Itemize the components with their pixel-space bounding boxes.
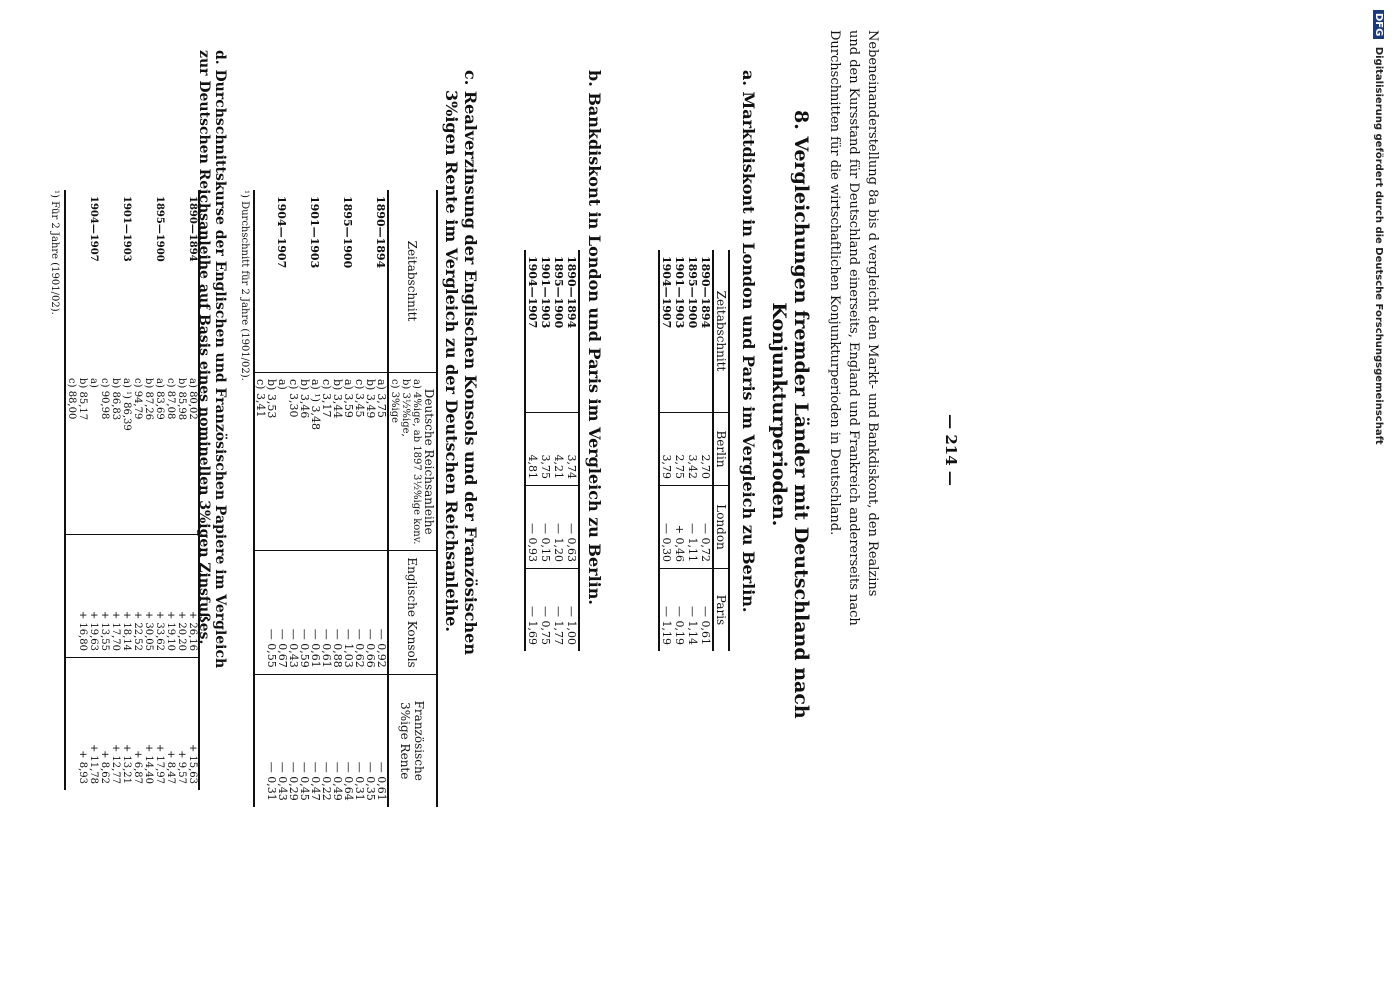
header-berlin: Berlin xyxy=(713,413,729,486)
table-row xyxy=(99,190,132,790)
abc: c) xyxy=(99,378,110,388)
abc: a) xyxy=(154,378,165,388)
abc: b) xyxy=(298,379,311,391)
val: 86,39 xyxy=(121,402,132,431)
val: 3,59 xyxy=(342,393,355,418)
val: + 19,63 xyxy=(88,610,99,651)
header-paris: Paris xyxy=(713,569,729,652)
cell: 1901—1903 xyxy=(308,196,321,269)
val: — 0,55 xyxy=(265,628,278,668)
cell: 1895—1900 xyxy=(154,196,165,262)
table-row xyxy=(525,250,539,651)
val: — 0,62 xyxy=(353,628,366,668)
val: 3,17 xyxy=(320,392,333,418)
val: + 30,05 xyxy=(143,610,154,651)
cell: — 1,11 xyxy=(686,486,699,569)
cell xyxy=(254,551,288,674)
cell xyxy=(99,372,132,535)
cell: 1904—1907 xyxy=(275,196,288,269)
val: + 6,87 xyxy=(132,750,143,784)
val: — 0,66 xyxy=(364,628,377,668)
val: — 0,47 xyxy=(309,761,322,801)
table-row xyxy=(673,250,686,651)
val: — 0,88 xyxy=(331,628,344,668)
val: — 0,31 xyxy=(353,761,366,801)
val: 3,30 xyxy=(287,392,300,418)
cell xyxy=(254,674,288,807)
val: + 8,47 xyxy=(165,750,176,784)
val: — 0,61 xyxy=(320,628,333,668)
abc: c) xyxy=(254,379,267,390)
cell xyxy=(99,658,132,791)
credit-text: Digitalisierung gefördert durch die Deutsche Forschungsgemeinschaft xyxy=(1373,46,1384,445)
val: + 33,62 xyxy=(154,610,165,651)
intro-line: Nebeneinanderstellung 8a bis d vergleicht den Markt- und Bankdiskont, den Realzins xyxy=(865,30,880,597)
val: — 0,35 xyxy=(364,761,377,801)
cell xyxy=(354,674,388,807)
val: + 12,77 xyxy=(110,743,121,784)
cell: 1895—1900 xyxy=(341,196,354,269)
cell: 2,75 xyxy=(673,413,686,486)
cell xyxy=(165,658,199,791)
header-german-note: b) 3½%ige, xyxy=(400,379,411,437)
table-d xyxy=(49,10,200,890)
header-german-note: a) 4%ige, ab 1897 3½%ige konv. xyxy=(411,379,422,545)
val: — 0,43 xyxy=(287,628,300,668)
cell: 4,81 xyxy=(525,413,539,486)
table-row xyxy=(659,250,673,651)
val: — 0,64 xyxy=(342,761,355,801)
table-a-title: a. Marktdiskont in London und Paris im Vergleich zu Berlin. xyxy=(739,70,758,613)
cell: 1904—1907 xyxy=(660,256,673,329)
cell xyxy=(288,674,321,807)
table-c xyxy=(253,190,438,807)
abc: b) xyxy=(364,379,377,391)
abc: c) xyxy=(165,378,176,388)
cell: 1901—1903 xyxy=(539,256,552,329)
cell xyxy=(99,535,132,658)
cell: 1904—1907 xyxy=(526,256,539,329)
val: 3,45 xyxy=(353,392,366,418)
val: + 17,70 xyxy=(110,610,121,651)
val: 3,46 xyxy=(298,393,311,419)
cell xyxy=(132,372,165,535)
val: — 0,59 xyxy=(298,628,311,668)
cell xyxy=(65,535,99,658)
header-german-note: c) 3%ige xyxy=(389,379,400,424)
cell: — 0,63 xyxy=(565,486,579,569)
cell: 1901—1903 xyxy=(673,256,686,329)
cell xyxy=(354,551,388,674)
intro-line: und den Kursstand für Deutschland einerseits, England und Frankreich andererseits nach xyxy=(846,30,861,626)
table-b xyxy=(524,250,580,651)
table-b-title: b. Bankdiskont in London und Paris im Vergleich zu Berlin. xyxy=(585,70,604,605)
table-row xyxy=(552,250,565,651)
cell xyxy=(132,535,165,658)
section-8-heading xyxy=(768,110,812,719)
cell: 1890—1894 xyxy=(187,196,198,262)
val: — 0,22 xyxy=(320,761,333,801)
table-d-band xyxy=(10,10,210,990)
abc: a) xyxy=(276,379,289,390)
val: + 19,10 xyxy=(165,610,176,651)
val: 90,98 xyxy=(99,390,110,420)
val: 3,41 xyxy=(254,392,267,418)
cell: — 1,20 xyxy=(552,486,565,569)
cell: — 1,14 xyxy=(686,569,699,652)
cell: — 1,00 xyxy=(565,569,579,652)
cell: 1895—1900 xyxy=(552,256,565,329)
table-d-footnote: ¹) Für 2 Jahre (1901/02). xyxy=(49,190,60,315)
intro-paragraph xyxy=(825,30,882,626)
abc: b) xyxy=(265,379,278,391)
val: 3,53 xyxy=(265,393,278,419)
abc: a) xyxy=(187,378,198,388)
cell: — 1,69 xyxy=(525,569,539,652)
header-german-title: Deutsche Reichsanleihe xyxy=(422,388,436,535)
table-row xyxy=(132,190,165,790)
cell xyxy=(65,658,99,791)
cell: 2,70 xyxy=(699,413,713,486)
cell: — 0,61 xyxy=(699,569,713,652)
cell xyxy=(288,551,321,674)
val: + 17,97 xyxy=(154,743,165,784)
cell: — 0,72 xyxy=(699,486,713,569)
cell: — 0,19 xyxy=(673,569,686,652)
cell xyxy=(321,674,354,807)
cell: — 0,30 xyxy=(659,486,673,569)
val: + 14,40 xyxy=(143,743,154,784)
cell xyxy=(65,372,99,535)
table-d-title-line: d. Durchschnittskurse der Englischen und Französischen Papiere im Vergleich xyxy=(212,50,228,669)
cell xyxy=(321,551,354,674)
cell: — 0,93 xyxy=(525,486,539,569)
cell: 1901—1903 xyxy=(121,196,132,262)
cell: 1890—1894 xyxy=(699,256,712,329)
val: — 0,45 xyxy=(298,761,311,801)
val: 3,49 xyxy=(364,393,377,419)
val: 85,17 xyxy=(77,391,88,421)
val: — 0,31 xyxy=(265,761,278,801)
abc: a) xyxy=(88,378,99,388)
val: 86,83 xyxy=(110,391,121,421)
cell: 3,75 xyxy=(539,413,552,486)
abc: a) ¹) xyxy=(121,378,132,399)
cell xyxy=(354,373,388,551)
table-row xyxy=(699,250,713,651)
table-a xyxy=(658,250,730,651)
cell: 1904—1907 xyxy=(88,196,99,262)
table-c-title xyxy=(442,70,480,655)
val: + 26,16 xyxy=(187,610,198,651)
val: — 0,67 xyxy=(276,628,289,668)
cell: — 1,19 xyxy=(659,569,673,652)
table-row xyxy=(565,250,579,651)
cell: — 0,15 xyxy=(539,486,552,569)
header-period: Zeitabschnitt xyxy=(405,240,420,322)
header-period: Zeitabschnitt xyxy=(714,290,728,372)
val: + 16,80 xyxy=(77,610,88,651)
val: 87,08 xyxy=(165,390,176,420)
header-french: Französische 3%ige Rente xyxy=(388,674,437,807)
val: 94,79 xyxy=(132,390,143,420)
val: 3,44 xyxy=(331,393,344,419)
abc: b) xyxy=(110,378,121,389)
table-d-title-line: zur Deutschen Reichsanleihe auf Basis eines nominellen 3%igen Zinsfußes. xyxy=(196,50,212,645)
cell: 3,42 xyxy=(686,413,699,486)
abc: c) xyxy=(66,378,77,388)
val: 83,69 xyxy=(154,391,165,420)
val: 88,00 xyxy=(66,390,77,420)
val: — 0,43 xyxy=(276,761,289,801)
cell: 3,74 xyxy=(565,413,579,486)
header-london: London xyxy=(713,486,729,569)
val: 87,26 xyxy=(143,391,154,421)
val: — 0,29 xyxy=(287,761,300,801)
abc: c) xyxy=(287,379,300,390)
table-row xyxy=(686,250,699,651)
val: + 11,78 xyxy=(88,743,99,784)
header-german xyxy=(388,373,437,551)
val: + 20,20 xyxy=(176,610,187,651)
abc: c) xyxy=(320,379,333,390)
table-row xyxy=(321,190,354,807)
cell: 4,21 xyxy=(552,413,565,486)
cell xyxy=(254,373,288,551)
abc: b) xyxy=(77,378,88,389)
table-c-footnote: ¹) Durchschnitt für 2 Jahre (1901/02). xyxy=(239,190,250,381)
val: ¹) 3,48 xyxy=(309,393,322,431)
abc: c) xyxy=(353,379,366,390)
val: + 13,55 xyxy=(99,610,110,651)
table-c-title-line: c. Realverzinsung der Englischen Konsols und der Französischen xyxy=(461,70,480,655)
val: + 9,57 xyxy=(176,750,187,784)
digitization-credit xyxy=(1373,10,1395,990)
val: + 8,93 xyxy=(77,750,88,784)
val: + 13,21 xyxy=(121,743,132,784)
cell xyxy=(165,372,199,535)
val: 80,02 xyxy=(187,391,198,420)
val: — 1,03 xyxy=(342,628,355,668)
val: — 0,61 xyxy=(309,628,322,668)
table-row xyxy=(288,190,321,807)
val: — 0,92 xyxy=(375,628,388,668)
table-c-title-line: 3%igen Rente im Vergleich zu der Deutschen Reichsanleihe. xyxy=(442,90,461,632)
cell xyxy=(132,658,165,791)
table-row xyxy=(539,250,552,651)
val: + 18,14 xyxy=(121,610,132,651)
val: + 15,63 xyxy=(187,743,198,784)
header-english: Englische Konsols xyxy=(388,551,437,674)
intro-line: Durchschnitten für die wirtschaftlichen Konjunkturperioden in Deutschland. xyxy=(827,30,842,536)
abc: a) xyxy=(309,379,322,390)
val: 85,98 xyxy=(176,391,187,421)
val: + 8,62 xyxy=(99,750,110,784)
page-number: — 214 — xyxy=(942,414,960,486)
cell xyxy=(321,373,354,551)
table-row xyxy=(65,190,99,790)
cell: 3,79 xyxy=(659,413,673,486)
cell: 1895—1900 xyxy=(686,256,699,329)
abc: c) xyxy=(132,378,143,388)
abc: b) xyxy=(331,379,344,391)
table-row xyxy=(254,190,288,807)
val: — 0,61 xyxy=(375,761,388,801)
cell: + 0,46 xyxy=(673,486,686,569)
abc: b) xyxy=(176,378,187,389)
cell: — 0,75 xyxy=(539,569,552,652)
val: 3,75 xyxy=(375,393,388,418)
rotated-page xyxy=(170,10,1050,890)
section-8-line: 8. Vergleichungen fremder Länder mit Deutschland nach xyxy=(790,110,812,719)
cell: — 1,77 xyxy=(552,569,565,652)
cell xyxy=(165,535,199,658)
cell: 1890—1894 xyxy=(374,196,387,269)
table-row xyxy=(354,190,388,807)
val: + 22,52 xyxy=(132,610,143,651)
dfg-logo: DFG xyxy=(1373,10,1384,39)
abc: a) xyxy=(375,379,388,390)
cell: 1890—1894 xyxy=(565,256,578,329)
table-row xyxy=(165,190,199,790)
abc: b) xyxy=(143,378,154,389)
abc: a) xyxy=(342,379,355,390)
val: — 0,49 xyxy=(331,761,344,801)
cell xyxy=(288,373,321,551)
section-8-line: Konjunkturperioden. xyxy=(768,302,790,527)
